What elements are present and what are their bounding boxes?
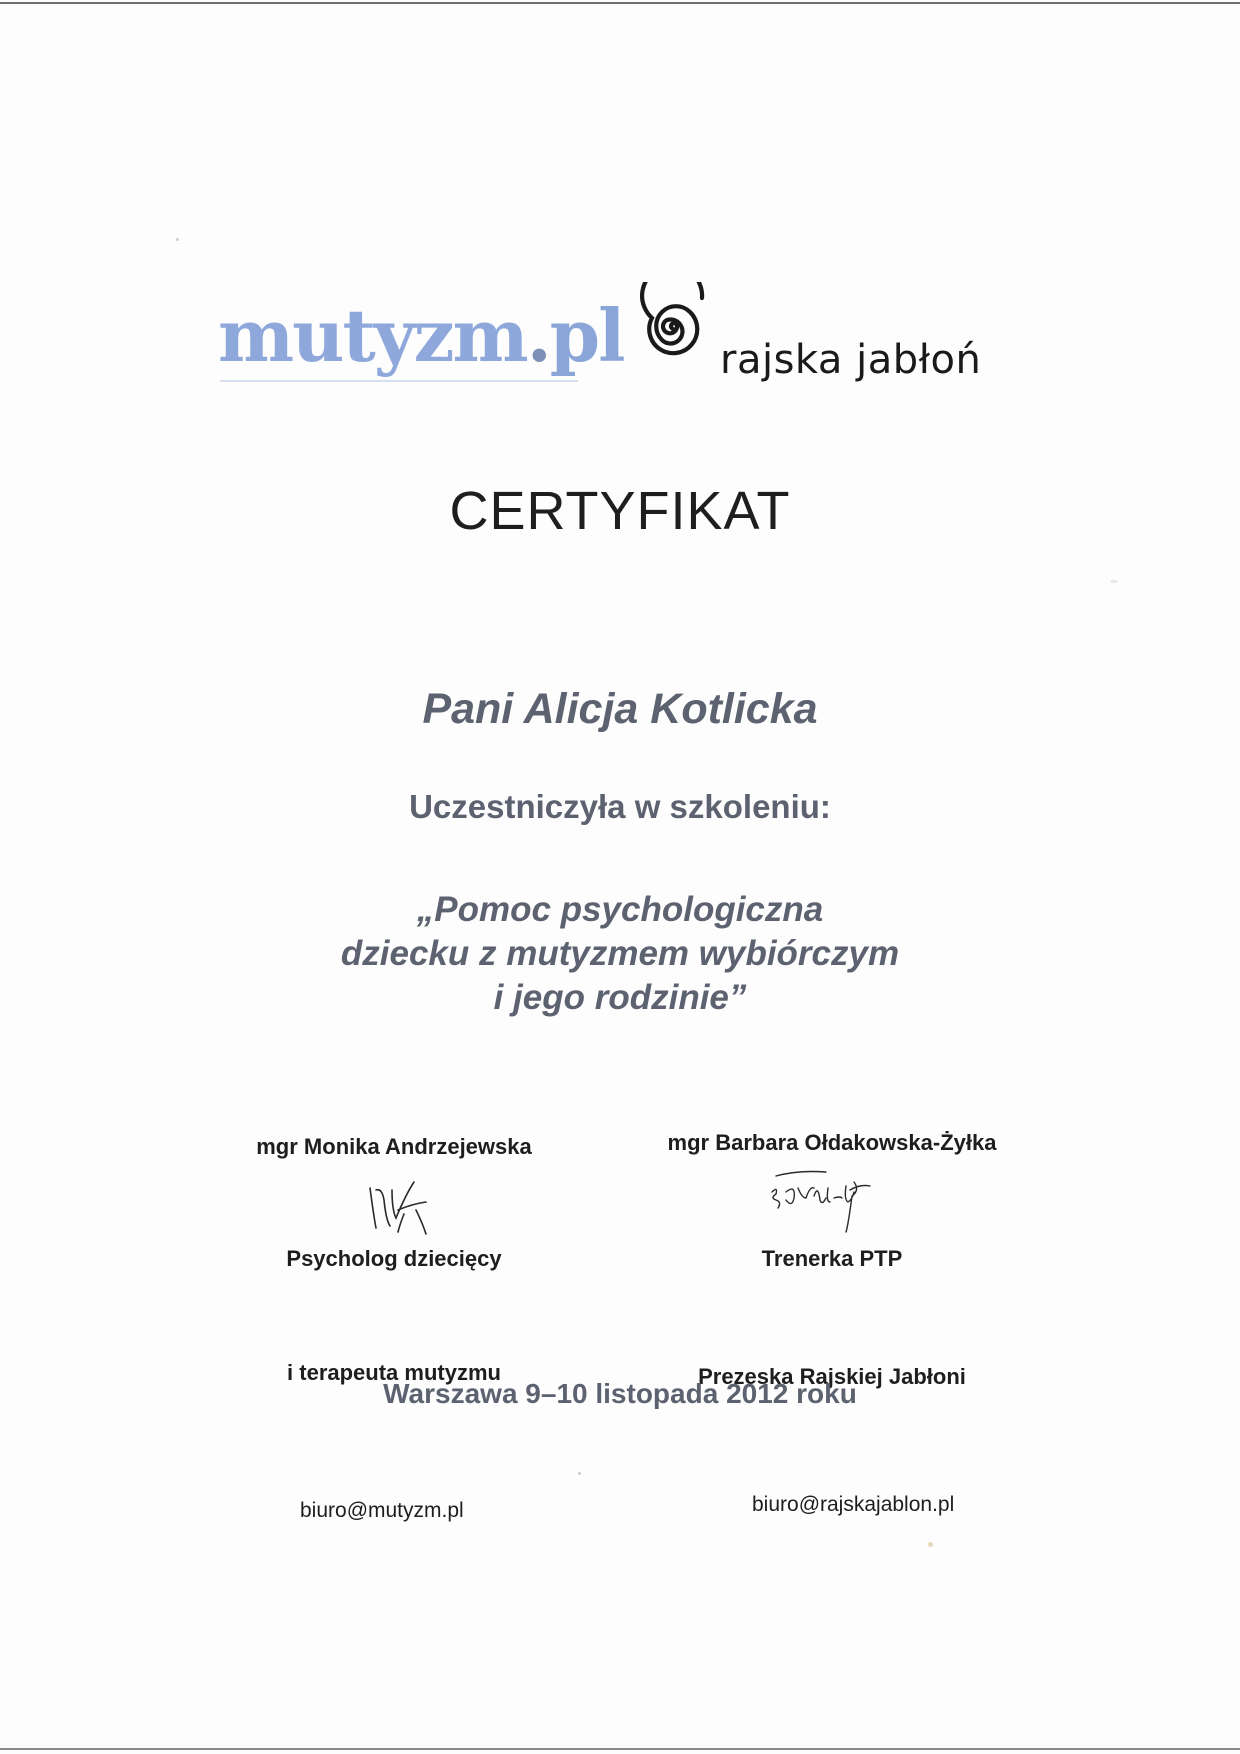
signatory-role-line: Trenerka PTP [761,1246,903,1271]
course-title-line: dziecku z mutyzmem wybiórczym [340,934,900,973]
spiral-icon [628,282,718,372]
signatory-name: mgr Barbara Ołdakowska-Żyłka [667,1130,997,1155]
mutyzm-logo-dot: . [526,293,550,378]
place-and-date: Warszawa 9–10 listopada 2012 roku [383,1378,857,1409]
scan-speck [928,1542,933,1547]
signatory-role-line: Prezeska Rajskiej Jabłoni [698,1364,966,1389]
mutyzm-logo [218,293,624,378]
signatory-role-line: Psycholog dziecięcy [286,1246,502,1271]
email-rajskajablon[interactable]: biuro@rajskajablon.pl [752,1493,955,1516]
mutyzm-logo-tld: pl [549,293,624,378]
handwritten-signature-right [762,1162,892,1234]
certificate-title: CERTYFIKAT [449,481,791,541]
scan-speck [578,1472,581,1475]
signatory-name: mgr Monika Andrzejewska [256,1134,532,1159]
attended-label: Uczestniczyła w szkoleniu: [409,788,831,825]
rajska-jablon-logo-text: rajska jabłoń [720,337,982,383]
bottom-scan-edge [0,1748,1240,1750]
scan-speck [1110,580,1118,583]
course-title-line: i jego rodzinie” [493,978,747,1017]
signatory-role-line: i terapeuta mutyzmu [287,1360,501,1385]
email-mutyzm[interactable]: biuro@mutyzm.pl [300,1499,464,1522]
course-title [0,888,1240,1020]
top-scan-edge [0,2,1240,4]
scan-speck [176,238,179,241]
handwritten-signature-left [364,1170,454,1240]
recipient-name: Pani Alicja Kotlicka [422,685,818,733]
mutyzm-logo-base: mutyzm [218,293,527,378]
mutyzm-logo-underline [220,380,578,382]
course-title-line: „Pomoc psychologiczna [416,890,824,929]
